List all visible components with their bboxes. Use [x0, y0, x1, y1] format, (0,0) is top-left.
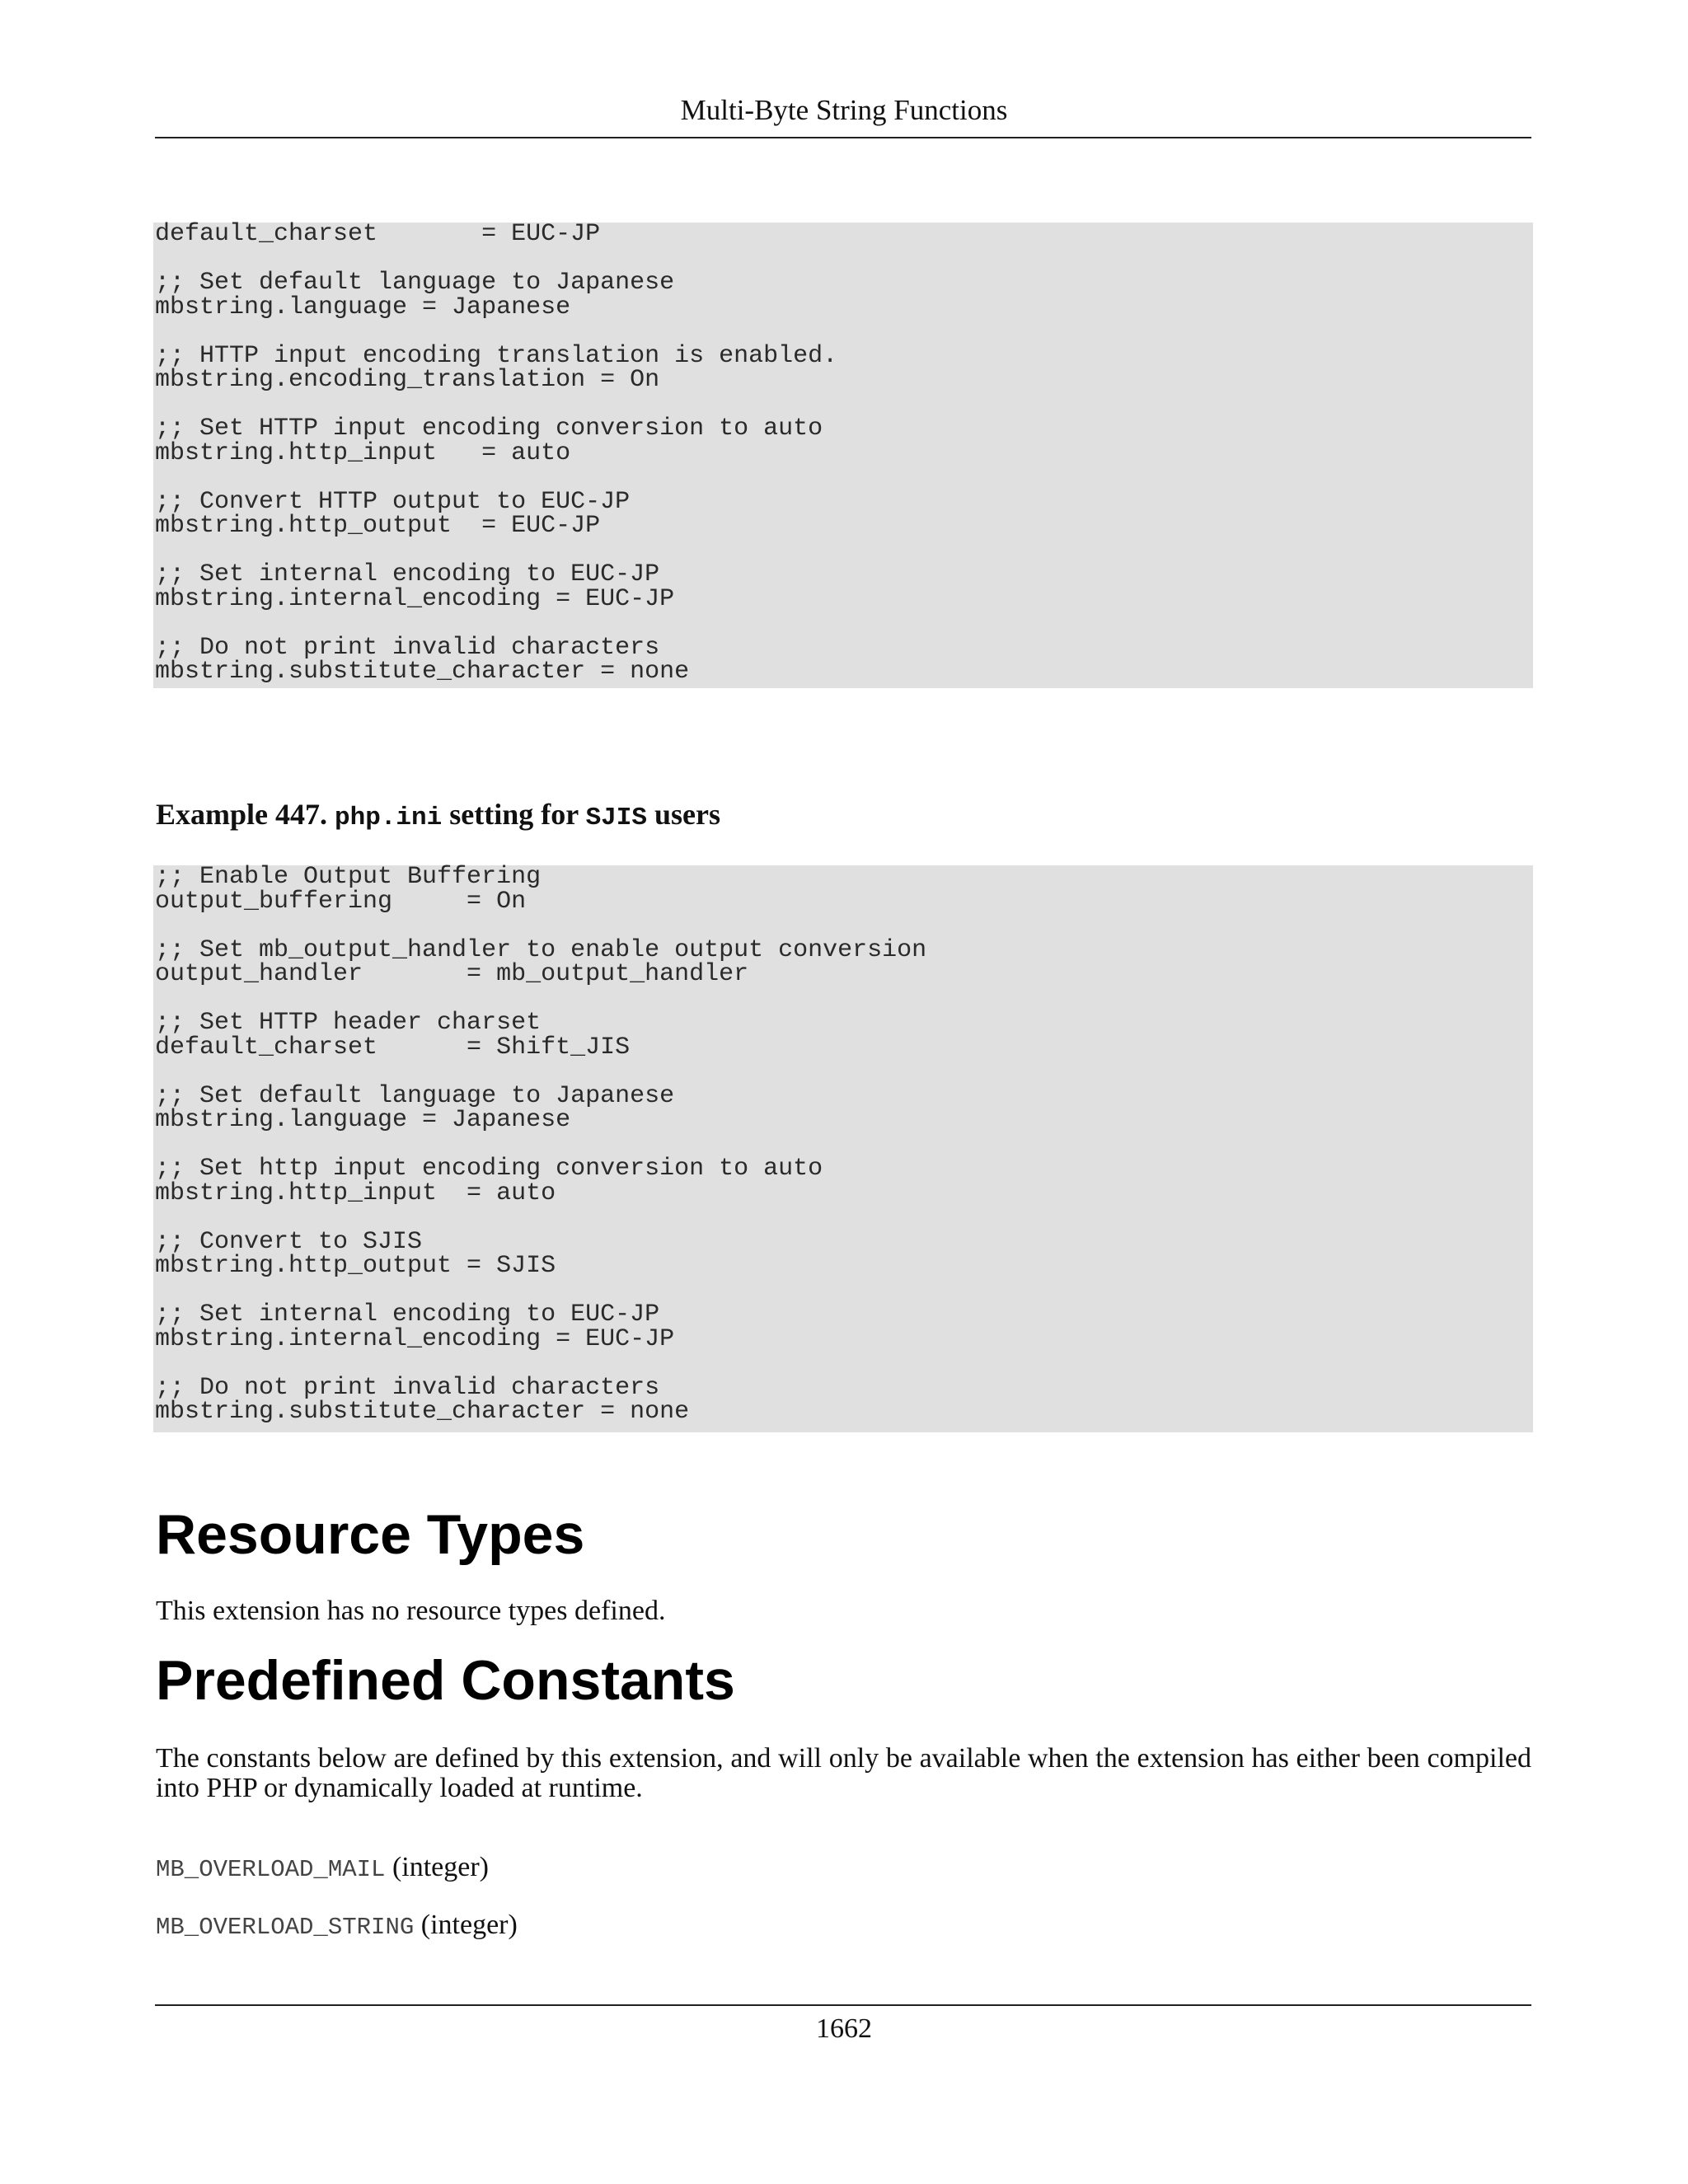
code-line: output_handler = mb_output_handler: [155, 960, 749, 988]
code-line: ;; Set http input encoding conversion to auto: [155, 1155, 823, 1183]
code-line: mbstring.http_output = SJIS: [155, 1252, 556, 1280]
predefined-constants-text: The constants below are defined by this extension, and will only be available when the extension has either been compiled into PHP or dynamically loaded at runtime.: [156, 1743, 1531, 1803]
constant-name: MB_OVERLOAD_STRING: [156, 1914, 415, 1941]
code-line: mbstring.substitute_character = none: [155, 658, 690, 686]
code-line: mbstring.substitute_character = none: [155, 1398, 690, 1426]
code-group: [155, 220, 1531, 248]
code-line: ;; Convert to SJIS: [155, 1227, 423, 1256]
code-line: mbstring.http_input = auto: [155, 438, 571, 467]
code-line: ;; HTTP input encoding translation is enabled.: [155, 341, 838, 370]
code-line: ;; Set internal encoding to EUC-JP: [155, 560, 660, 588]
constant-entry: [156, 1909, 518, 1944]
code-line: ;; Do not print invalid characters: [155, 633, 660, 662]
code-group: [155, 487, 1531, 540]
code-line: ;; Set mb_output_handler to enable output conversion: [155, 935, 927, 964]
predefined-constants-heading: Predefined Constants: [156, 1649, 735, 1712]
code-group: [155, 1303, 1531, 1352]
code-line: output_buffering = On: [155, 887, 527, 916]
constant-entry: [156, 1851, 489, 1886]
code-group: [155, 865, 1531, 914]
code-group: [155, 1227, 1531, 1280]
code-line: mbstring.encoding_translation = On: [155, 366, 660, 394]
constant-type: (integer): [414, 1910, 518, 1940]
example-suffix: users: [646, 798, 720, 831]
code-line: mbstring.language = Japanese: [155, 293, 571, 321]
constant-name: MB_OVERLOAD_MAIL: [156, 1856, 386, 1883]
code-line: mbstring.http_input = auto: [155, 1179, 556, 1207]
code-line: mbstring.http_output = EUC-JP: [155, 512, 601, 540]
code-group: [155, 271, 1531, 320]
example-middle: setting for: [442, 798, 586, 831]
code-group: [155, 417, 1531, 466]
code-line: ;; Enable Output Buffering: [155, 863, 542, 891]
code-line: ;; Do not print invalid characters: [155, 1373, 660, 1402]
page-number: 1662: [816, 2013, 872, 2044]
code-line: default_charset = EUC-JP: [155, 220, 601, 248]
code-line: mbstring.internal_encoding = EUC-JP: [155, 1324, 675, 1353]
code-block-euc-jp: [153, 220, 1533, 688]
code-line: ;; Set internal encoding to EUC-JP: [155, 1301, 660, 1329]
resource-types-text: This extension has no resource types defined.: [156, 1596, 666, 1626]
running-header: Multi-Byte String Functions: [680, 94, 1008, 126]
code-line: mbstring.language = Japanese: [155, 1106, 571, 1134]
code-line: ;; Set default language to Japanese: [155, 269, 675, 297]
example-prefix: Example 447.: [156, 798, 335, 831]
footer-rule: [155, 2004, 1531, 2006]
code-group: [155, 1081, 1531, 1134]
code-group: [155, 560, 1531, 613]
code-line: ;; Set HTTP header charset: [155, 1009, 542, 1037]
code-group: [155, 935, 1531, 988]
example-filename: php.ini: [335, 804, 443, 832]
constant-type: (integer): [385, 1852, 489, 1882]
code-line: ;; Convert HTTP output to EUC-JP: [155, 487, 631, 516]
code-line: mbstring.internal_encoding = EUC-JP: [155, 584, 675, 613]
code-line: default_charset = Shift_JIS: [155, 1033, 631, 1062]
code-group: [155, 1373, 1531, 1426]
code-group: [155, 633, 1531, 686]
code-line: ;; Set default language to Japanese: [155, 1081, 675, 1110]
code-line: ;; Set HTTP input encoding conversion to auto: [155, 415, 823, 443]
code-group: [155, 1011, 1531, 1060]
resource-types-heading: Resource Types: [156, 1503, 585, 1566]
example-encoding: SJIS: [585, 804, 647, 832]
header-rule: [155, 137, 1531, 138]
example-title: [156, 796, 720, 837]
code-block-sjis: [153, 865, 1533, 1432]
code-group: [155, 341, 1531, 394]
code-group: [155, 1157, 1531, 1206]
